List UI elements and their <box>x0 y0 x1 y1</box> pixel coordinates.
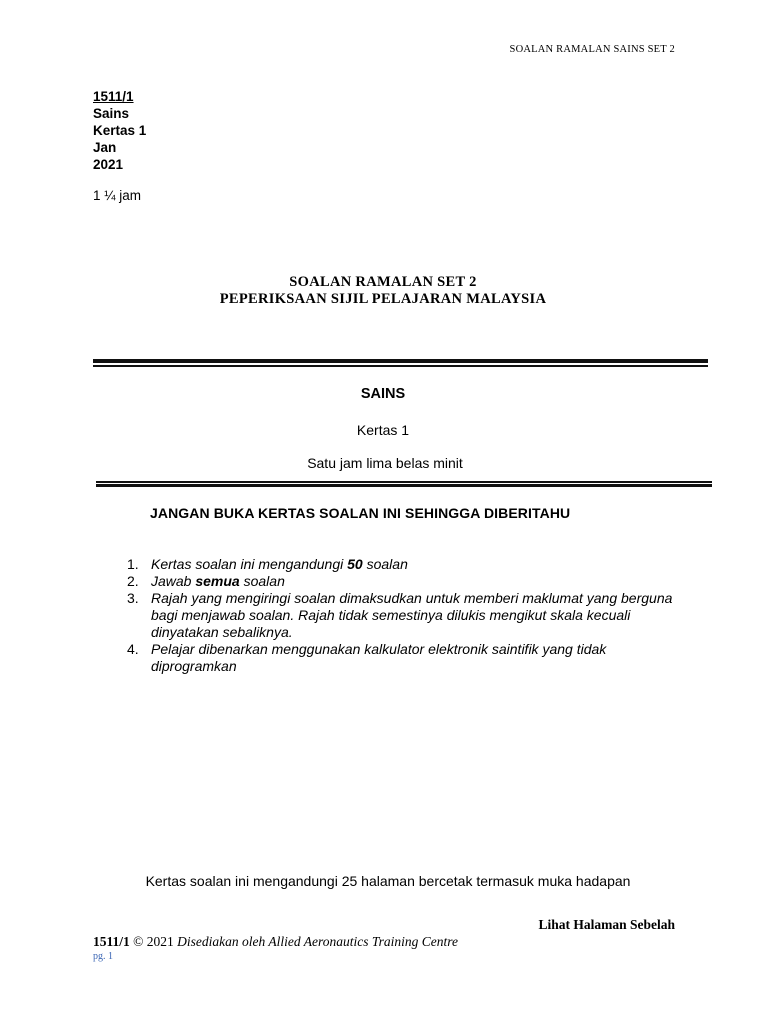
footer-code: 1511/1 <box>93 934 130 949</box>
bottom-rule-thin <box>96 481 712 483</box>
paper-code: 1511/1 <box>93 89 134 104</box>
instruction-text: Pelajar dibenarkan menggunakan kalkulator elektronik saintifik yang tidak diprogramkan <box>151 641 607 674</box>
footer-copyright: © 2021 <box>129 934 178 949</box>
instruction-item <box>127 573 687 590</box>
instruction-text-part: soalan <box>362 556 408 572</box>
box-subject: SAINS <box>360 386 406 402</box>
instruction-text-part: soalan <box>239 573 285 589</box>
instruction-text-part: Kertas soalan ini mengandungi <box>151 556 348 572</box>
instruction-emphasis: semua <box>195 573 240 589</box>
instruction-emphasis: 50 <box>347 556 363 572</box>
instruction-item <box>127 641 687 675</box>
instructions-list <box>127 556 687 675</box>
instruction-text <box>151 573 687 590</box>
exam-meta <box>93 88 146 173</box>
box-time-words: Satu jam lima belas minit <box>307 455 463 471</box>
page-number-label: pg. 1 <box>93 951 113 962</box>
pages-note: Kertas soalan ini mengandungi 25 halaman bercetak termasuk muka hadapan <box>145 873 631 889</box>
instruction-item <box>127 590 687 641</box>
instruction-number: 4. <box>127 641 139 657</box>
meta-duration: 1 ¼ jam <box>93 188 142 203</box>
title-line-2: PEPERIKSAAN SIJIL PELAJARAN MALAYSIA <box>219 291 547 307</box>
instruction-number: 3. <box>127 590 139 606</box>
instruction-number: 2. <box>127 573 139 589</box>
meta-year: 2021 <box>93 157 124 172</box>
instruction-item <box>127 556 687 573</box>
instruction-number: 1. <box>127 556 139 572</box>
meta-subject: Sains <box>93 106 130 121</box>
meta-month: Jan <box>93 140 117 155</box>
instruction-text <box>151 556 687 573</box>
running-header: SOALAN RAMALAN SAINS SET 2 <box>509 44 675 55</box>
top-rule-thin <box>93 365 708 367</box>
instruction-text: Rajah yang mengiringi soalan dimaksudkan untuk memberi maklumat yang berguna bagi menjawab soalan. Rajah tidak semestinya dilukis mengikut skala kecuali dinyatakan sebaliknya. <box>151 590 673 640</box>
bottom-rule-thick <box>96 484 712 487</box>
meta-paper: Kertas 1 <box>93 123 147 138</box>
box-paper: Kertas 1 <box>356 422 410 438</box>
instruction-text-part: Jawab <box>151 573 196 589</box>
footer <box>93 934 458 950</box>
next-page-note: Lihat Halaman Sebelah <box>538 917 675 932</box>
footer-prepared-by: Disediakan oleh Allied Aeronautics Training Centre <box>177 934 459 949</box>
warning-text: JANGAN BUKA KERTAS SOALAN INI SEHINGGA DIBERITAHU <box>150 505 571 521</box>
title-line-1: SOALAN RAMALAN SET 2 <box>289 274 477 290</box>
top-rule-thick <box>93 359 708 363</box>
